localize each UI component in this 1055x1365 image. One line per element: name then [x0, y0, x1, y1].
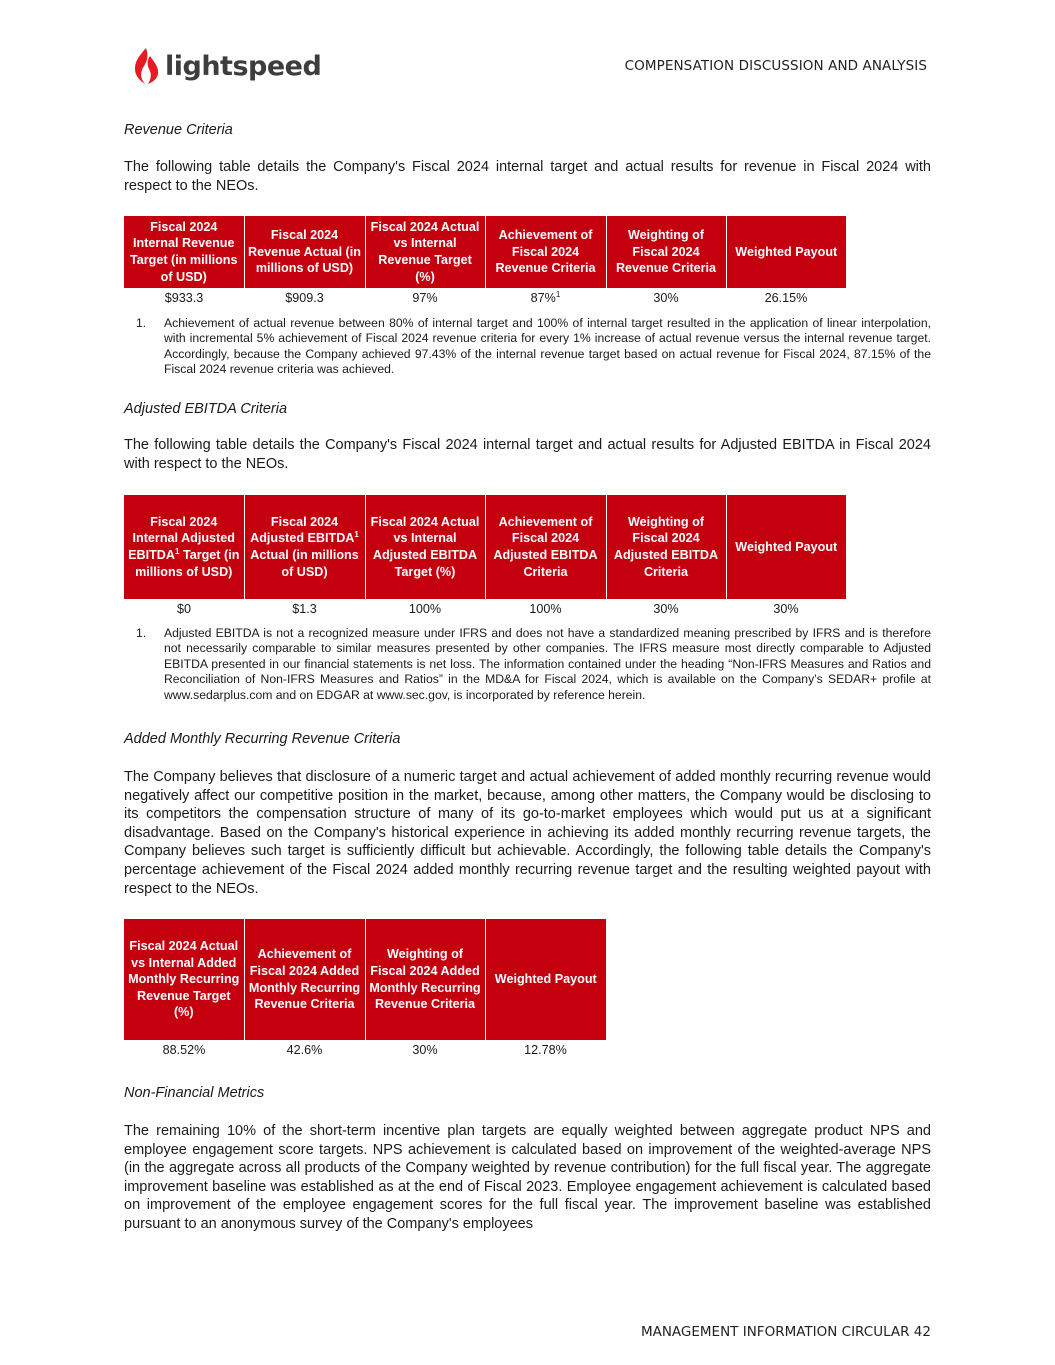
- section-title: COMPENSATION DISCUSSION AND ANALYSIS: [624, 58, 927, 74]
- revenue-heading: Revenue Criteria: [124, 122, 233, 138]
- footnote-text: Achievement of actual revenue between 80% of internal target and 100% of internal target resulted in the application of linear interpolation, with incremental 5% achievement of Fiscal 2024 revenue criteria for every 1% increase of actual revenue versus the internal revenue target. Accordingly, because the Company achieved 97.43% of the internal revenue target based on actual revenue for Fiscal 2024, 87.15% of the Fiscal 2024 revenue criteria was achieved.: [164, 316, 931, 377]
- table-row: [124, 599, 846, 619]
- mrr-col-achievement: Achievement of Fiscal 2024 Added Monthly Recurring Revenue Criteria: [244, 919, 365, 1040]
- footnote-ref: 1: [175, 546, 180, 556]
- header-text: Actual (in millions of USD): [250, 548, 359, 579]
- table-cell-value: 87%: [530, 291, 556, 305]
- table-cell: $0: [176, 602, 191, 616]
- table-cell: $1.3: [292, 602, 317, 616]
- table-cell: 30%: [773, 602, 799, 616]
- footnote-number: 1.: [136, 626, 147, 640]
- ebitda-col-actual: [244, 495, 365, 599]
- ebitda-table: [124, 495, 846, 619]
- header-text: Fiscal 2024 Adjusted EBITDA: [250, 514, 355, 546]
- mrr-col-actual-vs-target: Fiscal 2024 Actual vs Internal Added Monthly Recurring Revenue Target (%): [124, 919, 244, 1040]
- mrr-intro: The Company believes that disclosure of a numeric target and actual achievement of added monthly recurring revenue would negatively affect our competitive position in the market, because, among other matters, the Company would be disclosing to its competitors the compensation structure of many of its go-to-market employees which would put us at a significant disadvantage. Based on the Company's historical experience in achieving its added monthly recurring revenue targets, the Company believes such target is sufficiently difficult but achievable. Accordingly, the following table details the Company's percentage achievement of the Fiscal 2024 added monthly recurring revenue target and the resulting weighted payout with respect to the NEOs.: [124, 769, 931, 897]
- table-cell: $909.3: [285, 291, 324, 305]
- mrr-table: [124, 919, 606, 1060]
- revenue-col-target: Fiscal 2024 Internal Revenue Target (in millions of USD): [124, 216, 244, 288]
- table-cell: 26.15%: [764, 291, 808, 305]
- footnote-number: 1.: [136, 316, 147, 330]
- flame-icon: [134, 47, 160, 85]
- revenue-col-actual: Fiscal 2024 Revenue Actual (in millions of USD): [244, 216, 365, 288]
- ebitda-col-achievement: Achievement of Fiscal 2024 Adjusted EBITDA Criteria: [485, 495, 606, 599]
- footnote-ref: 1: [555, 289, 561, 299]
- table-cell-achievement: [485, 288, 606, 308]
- company-logo: [134, 46, 321, 86]
- revenue-table: [124, 216, 846, 308]
- nonfin-text: The remaining 10% of the short-term incentive plan targets are equally weighted between aggregate product NPS and employee engagement score targets. NPS achievement is calculated based on improvement of the weighted-average NPS (in the aggregate across all products of the Company weighted by revenue contribution) for the full fiscal year. The aggregate improvement baseline was established as at the end of Fiscal 2023. Employee engagement achievement is calculated based on improvement of the employee engagement scores for the full fiscal year. The improvement baseline was established pursuant to an anonymous survey of the Company's employees: [124, 1123, 931, 1232]
- table-cell: 88.52%: [162, 1043, 206, 1057]
- ebitda-col-actual-vs-target: Fiscal 2024 Actual vs Internal Adjusted EBITDA Target (%): [365, 495, 485, 599]
- table-cell: $933.3: [164, 291, 204, 305]
- table-cell: 100%: [408, 602, 442, 616]
- mrr-heading: Added Monthly Recurring Revenue Criteria: [124, 731, 401, 747]
- revenue-col-achievement: Achievement of Fiscal 2024 Revenue Criteria: [485, 216, 606, 288]
- table-cell: 12.78%: [524, 1043, 567, 1057]
- header-text: Target (in millions of USD): [135, 548, 240, 579]
- revenue-col-actual-vs-target: Fiscal 2024 Actual vs Internal Revenue Target (%): [365, 216, 485, 288]
- revenue-col-weighting: Weighting of Fiscal 2024 Revenue Criteria: [606, 216, 726, 288]
- ebitda-footnote: [124, 626, 931, 703]
- mrr-col-payout: Weighted Payout: [485, 919, 606, 1040]
- revenue-footnote: [124, 316, 931, 378]
- header-text: Fiscal 2024 Internal Adjusted EBITDA: [128, 514, 235, 562]
- table-cell: 42.6%: [286, 1043, 323, 1057]
- revenue-intro: The following table details the Company's Fiscal 2024 internal target and actual results for revenue in Fiscal 2024 with respect to the NEOs.: [124, 159, 931, 194]
- table-cell: 97%: [412, 291, 438, 305]
- ebitda-col-payout: Weighted Payout: [726, 495, 846, 599]
- table-cell: 30%: [653, 602, 679, 616]
- ebitda-heading: Adjusted EBITDA Criteria: [124, 401, 288, 417]
- ebitda-intro: The following table details the Company's Fiscal 2024 internal target and actual results for Adjusted EBITDA in Fiscal 2024 with respect to the NEOs.: [124, 437, 931, 472]
- table-row: [124, 1040, 606, 1060]
- nonfin-heading: Non-Financial Metrics: [124, 1085, 265, 1101]
- ebitda-col-target: [124, 495, 244, 599]
- table-cell: 100%: [529, 602, 562, 616]
- table-cell: 30%: [653, 291, 679, 305]
- mrr-col-weighting: Weighting of Fiscal 2024 Added Monthly Recurring Revenue Criteria: [365, 919, 485, 1040]
- revenue-col-payout: Weighted Payout: [726, 216, 846, 288]
- table-cell: 30%: [412, 1043, 438, 1057]
- logo-text: lightspeed: [165, 50, 322, 82]
- footnote-text: Adjusted EBITDA is not a recognized measure under IFRS and does not have a standardized meaning prescribed by IFRS and is therefore not necessarily comparable to similar measures presented by other companies. The IFRS measure most directly comparable to Adjusted EBITDA presented in our financial statements is net loss. The information contained under the heading “Non-IFRS Measures and Ratios and Reconciliation of Non-IFRS Measures and Ratios” in the MD&A for Fiscal 2024, which is available on the Company’s SEDAR+ profile at www.sedarplus.com and on EDGAR at www.sec.gov, is incorporated by reference herein.: [164, 626, 931, 702]
- footnote-ref: 1: [354, 530, 359, 540]
- page-footer: MANAGEMENT INFORMATION CIRCULAR 42: [640, 1324, 931, 1340]
- table-row: [124, 288, 846, 308]
- ebitda-col-weighting: Weighting of Fiscal 2024 Adjusted EBITDA Criteria: [606, 495, 726, 599]
